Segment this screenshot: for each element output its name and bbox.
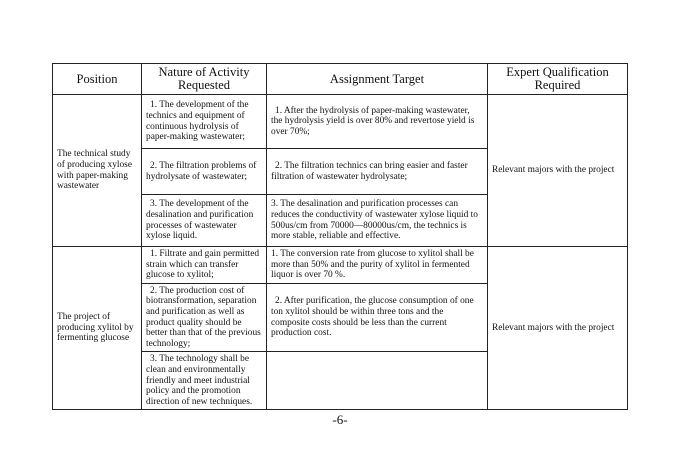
table-row — [53, 247, 628, 284]
header-activity: Nature of Activity Requested — [142, 64, 267, 95]
activity-cell: 1. Filtrate and gain permitted strain which can transfer glucose to xylitol; — [142, 247, 267, 284]
qualification-cell: Relevant majors with the project — [488, 247, 628, 410]
page-number: -6- — [332, 412, 348, 427]
header-qualification: Expert Qualification Required — [488, 64, 628, 95]
activity-cell: 3. The technology shall be clean and environmentally friendly and meet industrial policy and the promotion direction of new techniques. — [142, 352, 267, 410]
target-cell: 1. After the hydrolysis of paper-making wastewater, the hydrolysis yield is over 80% and revertose yield is over 70%; — [267, 95, 488, 149]
target-cell: 2. After purification, the glucose consumption of one ton xylitol should be within three tons and the composite costs should be less than the current production cost. — [267, 283, 488, 352]
assignment-table — [52, 63, 628, 410]
activity-cell: 2. The filtration problems of hydrolysate of wastewater; — [142, 149, 267, 195]
activity-cell: 3. The development of the desalination and purification processes of wastewater xylose liquid. — [142, 195, 267, 247]
qualification-cell: Relevant majors with the project — [488, 95, 628, 247]
header-target: Assignment Target — [267, 64, 488, 95]
position-cell: The technical study of producing xylose with paper-making wastewater — [53, 95, 142, 247]
table-header-row — [53, 64, 628, 95]
target-cell: 1. The conversion rate from glucose to xylitol shall be more than 50% and the purity of xylitol in fermented liquor is over 70 %. — [267, 247, 488, 284]
activity-cell: 1. The development of the technics and equipment of continuous hydrolysis of paper-making wastewater; — [142, 95, 267, 149]
position-cell: The project of producing xylitol by fermenting glucose — [53, 247, 142, 410]
target-cell: 2. The filtration technics can bring easier and faster filtration of wastewater hydrolysate; — [267, 149, 488, 195]
target-cell-empty — [267, 352, 488, 410]
target-cell: 3. The desalination and purification processes can reduces the conductivity of wastewater xylose liquid to 500us/cm from 70000—80000us/cm, the technics is more stable, reliable and effective. — [267, 195, 488, 247]
header-position: Position — [53, 64, 142, 95]
table-row — [53, 95, 628, 149]
activity-cell: 2. The production cost of biotransformation, separation and purification as well as product quality should be better than that of the previous technology; — [142, 283, 267, 352]
